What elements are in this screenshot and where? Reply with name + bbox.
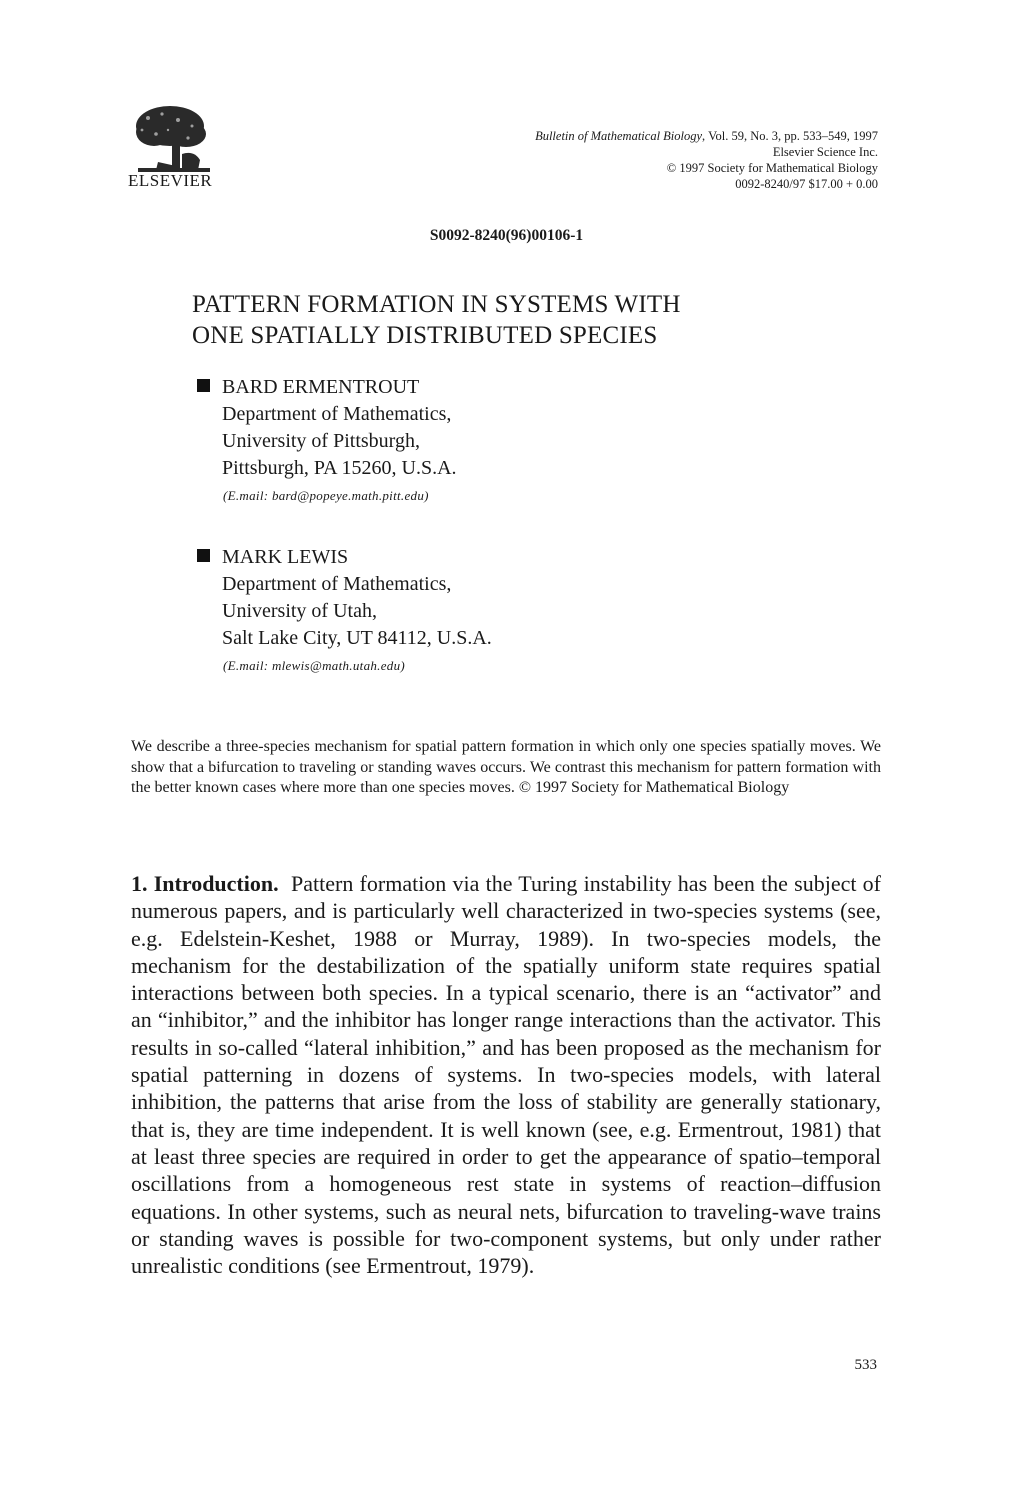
square-bullet-icon xyxy=(197,379,210,392)
journal-name: Bulletin of Mathematical Biology xyxy=(535,129,703,143)
author-address: Salt Lake City, UT 84112, U.S.A. xyxy=(222,627,492,649)
square-bullet-icon xyxy=(197,549,210,562)
author-block xyxy=(197,374,757,514)
page-number: 533 xyxy=(854,1357,877,1373)
copyright-line: © 1997 Society for Mathematical Biology xyxy=(666,161,878,175)
abstract: We describe a three-species mechanism for spatial pattern formation in which only one species spatially moves. We show that a bifurcation to traveling or standing waves occurs. We contrast this mechanism for pattern formation with the better known cases where more than one species moves. © 1997 Society for Mathematical Biology xyxy=(131,738,881,796)
title-line-2: ONE SPATIALLY DISTRIBUTED SPECIES xyxy=(192,322,658,349)
author-name: BARD ERMENTROUT xyxy=(222,376,420,398)
section-body: Pattern formation via the Turing instability has been the subject of numerous papers, and is particularly well characterized in two-species systems (see, e.g. Edelstein-Keshet, 1988 or Murray, 1989). In two-species models, the mechanism for the destabilization of the spatially uniform state requires spatial interactions between both species. In a typical scenario, there is an “activator” and an “inhibitor,” and the inhibitor has longer range interactions than the activator. This results in so-called “lateral inhibition,” and has been proposed as the mechanism for spatial patterning in dozens of systems. In two-species models, with lateral inhibition, the patterns that arise from the loss of stability are generally stationary, that is, they are time independent. It is well known (see, e.g. Ermentrout, 1981) that at least three species are required in order to get the appearance of spatio–temporal oscillations from a homogeneous rest state in systems of reaction–diffusion equations. In other systems, such as neural nets, bifurcation to traveling-wave trains or standing waves is possible for two-component systems, but only under rather unrealistic conditions (see Ermentrout, 1979). xyxy=(131,871,882,1279)
email-label: E.mail xyxy=(227,488,264,503)
title-line-1: PATTERN FORMATION IN SYSTEMS WITH xyxy=(192,291,681,318)
article-identifier: S0092-8240(96)00106-1 xyxy=(429,227,584,244)
author-university: University of Pittsburgh, xyxy=(222,430,420,452)
journal-citation xyxy=(535,128,878,144)
author-department: Department of Mathematics, xyxy=(222,403,452,425)
journal-info xyxy=(535,128,878,192)
publisher-logo-text: ELSEVIER xyxy=(128,171,213,190)
elsevier-tree-icon xyxy=(128,104,218,174)
paper-title xyxy=(192,289,892,351)
journal-details: , Vol. 59, No. 3, pp. 533–549, 1997 xyxy=(702,129,878,143)
price-code: 0092-8240/97 $17.00 + 0.00 xyxy=(735,177,878,191)
email-address: bard@popeye.math.pitt.edu xyxy=(271,488,425,503)
email-label: E.mail xyxy=(227,658,264,673)
introduction-section xyxy=(131,870,881,1279)
author-email: (E.mail: bard@popeye.math.pitt.edu) xyxy=(223,488,429,503)
author-block xyxy=(197,544,757,684)
author-address: Pittsburgh, PA 15260, U.S.A. xyxy=(222,457,457,479)
publisher-name: Elsevier Science Inc. xyxy=(772,145,878,159)
author-department: Department of Mathematics, xyxy=(222,573,452,595)
author-university: University of Utah, xyxy=(222,600,377,622)
section-heading: 1. Introduction. xyxy=(131,871,279,896)
email-address: mlewis@math.utah.edu xyxy=(271,658,401,673)
author-email: (E.mail: mlewis@math.utah.edu) xyxy=(223,658,406,673)
author-name: MARK LEWIS xyxy=(222,546,349,568)
